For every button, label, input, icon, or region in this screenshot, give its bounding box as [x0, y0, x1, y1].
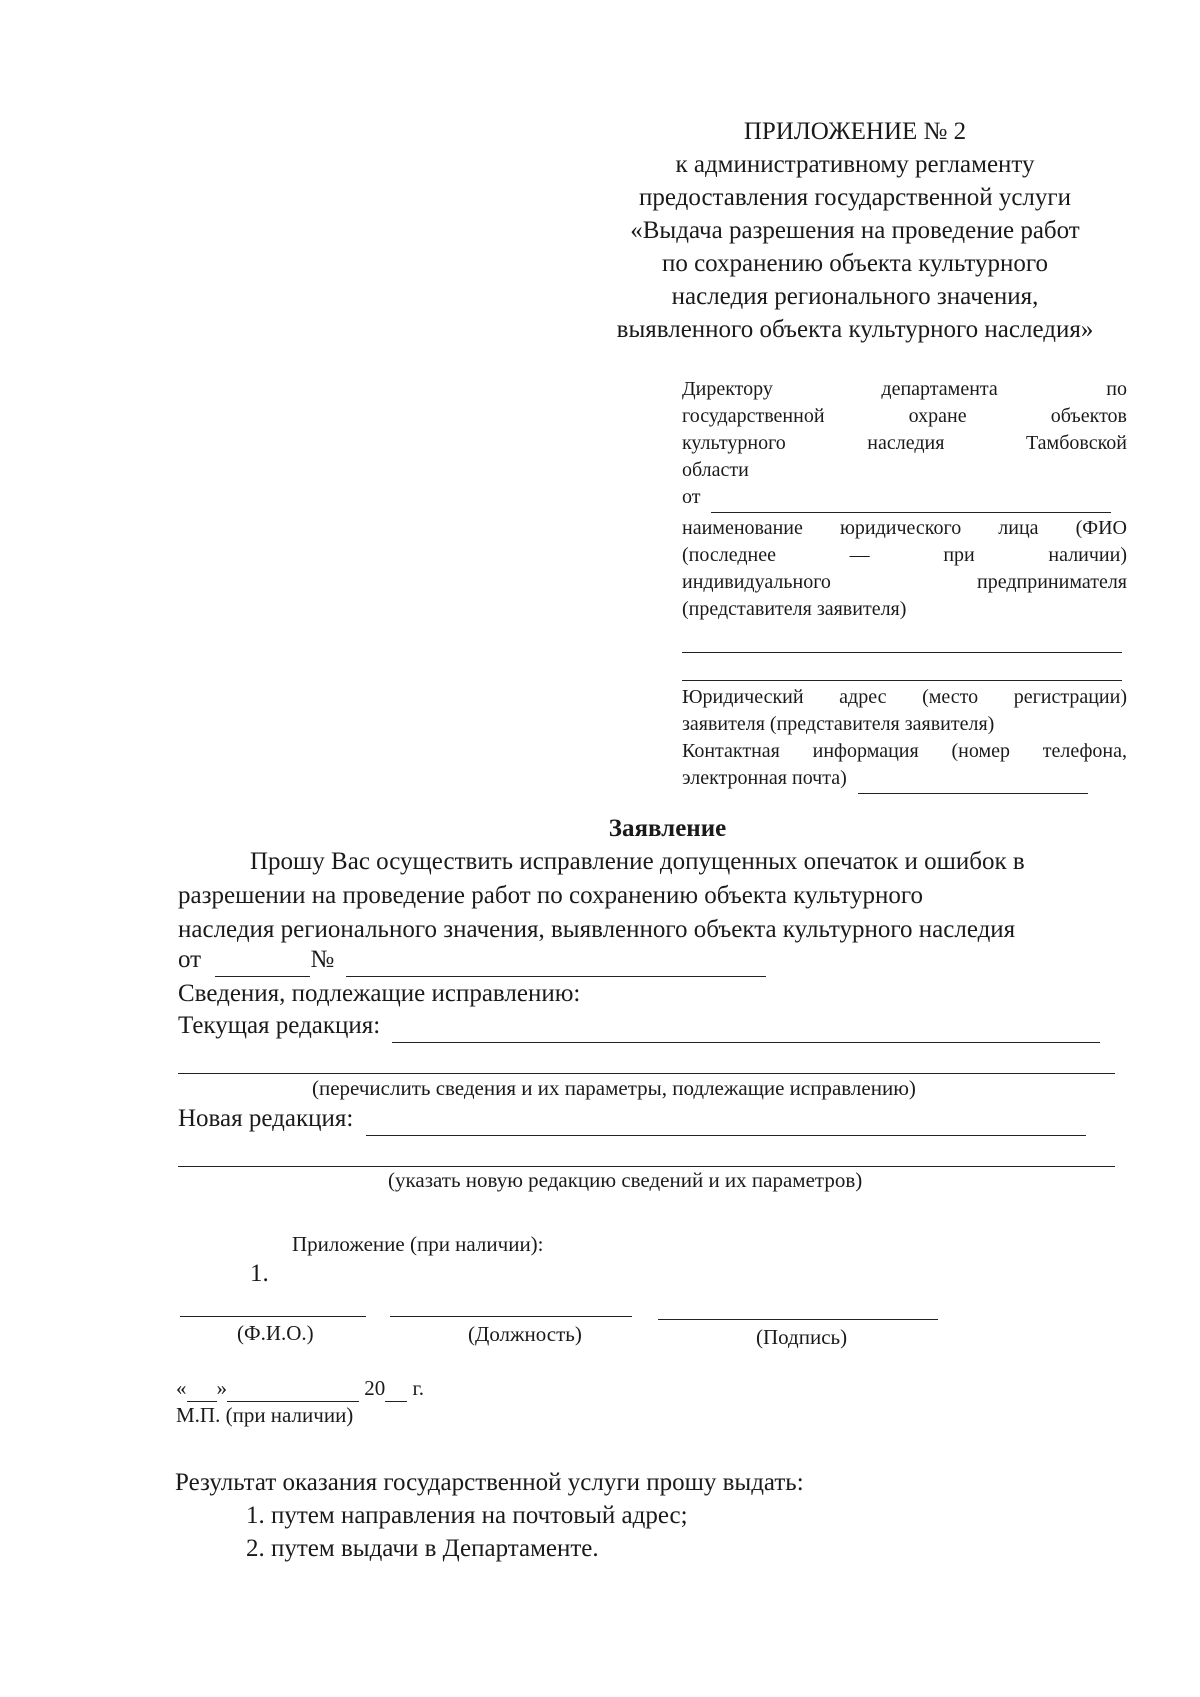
position-blank[interactable]	[390, 1316, 632, 1317]
header-line: «Выдача разрешения на проведение работ	[630, 217, 1080, 244]
email-field[interactable]	[682, 765, 1127, 794]
current-edition-field[interactable]	[178, 1010, 1100, 1043]
appendix-title: ПРИЛОЖЕНИЕ № 2	[743, 118, 967, 145]
new-edition-blank[interactable]	[366, 1103, 1086, 1136]
header-line: выявленного объекта культурного наследия»	[616, 316, 1094, 343]
header-line: предоставления государственной услуги	[638, 184, 1072, 211]
current-edition-blank[interactable]	[392, 1010, 1100, 1043]
result-option-mail[interactable]: 1. путем направления на почтовый адрес;	[246, 1502, 688, 1529]
from-field[interactable]	[682, 484, 1127, 513]
attachment-item: 1.	[250, 1260, 269, 1287]
applicant-line: индивидуального предпринимателя	[682, 571, 1127, 593]
result-label: Результат оказания государственной услуги прошу выдать:	[175, 1469, 804, 1496]
permit-ref-field[interactable]	[178, 944, 766, 977]
result-option-department[interactable]: 2. путем выдачи в Департаменте.	[246, 1535, 599, 1562]
date-field[interactable]	[176, 1376, 424, 1402]
addressee-line: Директору департамента по	[682, 378, 1127, 400]
permit-from-label: от	[178, 946, 202, 973]
applicant-blank-2[interactable]	[682, 680, 1122, 681]
new-edition-hint: (указать новую редакцию сведений и их параметров)	[388, 1168, 863, 1192]
header-line: по сохранению объекта культурного	[661, 250, 1049, 277]
applicant-blank-1[interactable]	[682, 652, 1122, 653]
date-year-prefix: 20	[364, 1376, 386, 1400]
date-open-quote: «	[176, 1376, 187, 1400]
legal-address-line: Юридический адрес (место регистрации)	[682, 686, 1127, 708]
applicant-line: (последнее — при наличии)	[682, 544, 1127, 566]
legal-address-line: заявителя (представителя заявителя)	[682, 713, 995, 735]
attachment-label: Приложение (при наличии):	[292, 1232, 544, 1256]
statement-paragraph-line: разрешении на проведение работ по сохранению объекта культурного	[178, 882, 924, 909]
current-edition-hint: (перечислить сведения и их параметры, подлежащие исправлению)	[312, 1076, 916, 1100]
new-edition-blank-2[interactable]	[178, 1166, 1115, 1167]
statement-paragraph-line: Прошу Вас осуществить исправление допущенных опечаток и ошибок в	[250, 848, 1025, 875]
date-day-blank[interactable]	[187, 1376, 217, 1402]
addressee-line: государственной охране объектов	[682, 405, 1127, 427]
applicant-line: наименование юридического лица (ФИО	[682, 517, 1127, 539]
signature-caption: (Подпись)	[756, 1325, 848, 1349]
applicant-line: (представителя заявителя)	[682, 598, 907, 620]
stamp-note: М.П. (при наличии)	[176, 1403, 354, 1427]
statement-heading: Заявление	[608, 815, 727, 842]
current-edition-label: Текущая редакция:	[178, 1012, 381, 1039]
statement-paragraph-line: наследия регионального значения, выявленного объекта культурного наследия	[178, 916, 1016, 943]
email-label: электронная почта)	[682, 767, 847, 789]
fio-caption: (Ф.И.О.)	[237, 1321, 314, 1345]
new-edition-label: Новая редакция:	[178, 1105, 354, 1132]
date-close-quote: »	[216, 1376, 227, 1400]
permit-number-label: №	[310, 946, 335, 973]
date-month-blank[interactable]	[227, 1376, 359, 1402]
from-blank[interactable]	[711, 484, 1111, 513]
header-line: к административному регламенту	[675, 151, 1035, 178]
signature-blank[interactable]	[658, 1319, 938, 1320]
position-caption: (Должность)	[468, 1322, 582, 1346]
addressee-line: области	[682, 459, 749, 481]
header-line: наследия регионального значения,	[671, 283, 1039, 310]
permit-number-blank[interactable]	[346, 944, 766, 977]
date-year-suffix: г.	[412, 1376, 424, 1400]
fio-blank[interactable]	[180, 1316, 366, 1317]
new-edition-field[interactable]	[178, 1103, 1086, 1136]
current-edition-blank-2[interactable]	[178, 1073, 1115, 1074]
contact-line: Контактная информация (номер телефона,	[682, 740, 1127, 762]
from-label: от	[682, 486, 701, 508]
email-blank[interactable]	[858, 765, 1088, 794]
addressee-line: культурного наследия Тамбовской	[682, 432, 1127, 454]
permit-date-blank[interactable]	[215, 944, 310, 977]
date-year-blank[interactable]	[385, 1376, 407, 1402]
info-label: Сведения, подлежащие исправлению:	[178, 980, 581, 1007]
